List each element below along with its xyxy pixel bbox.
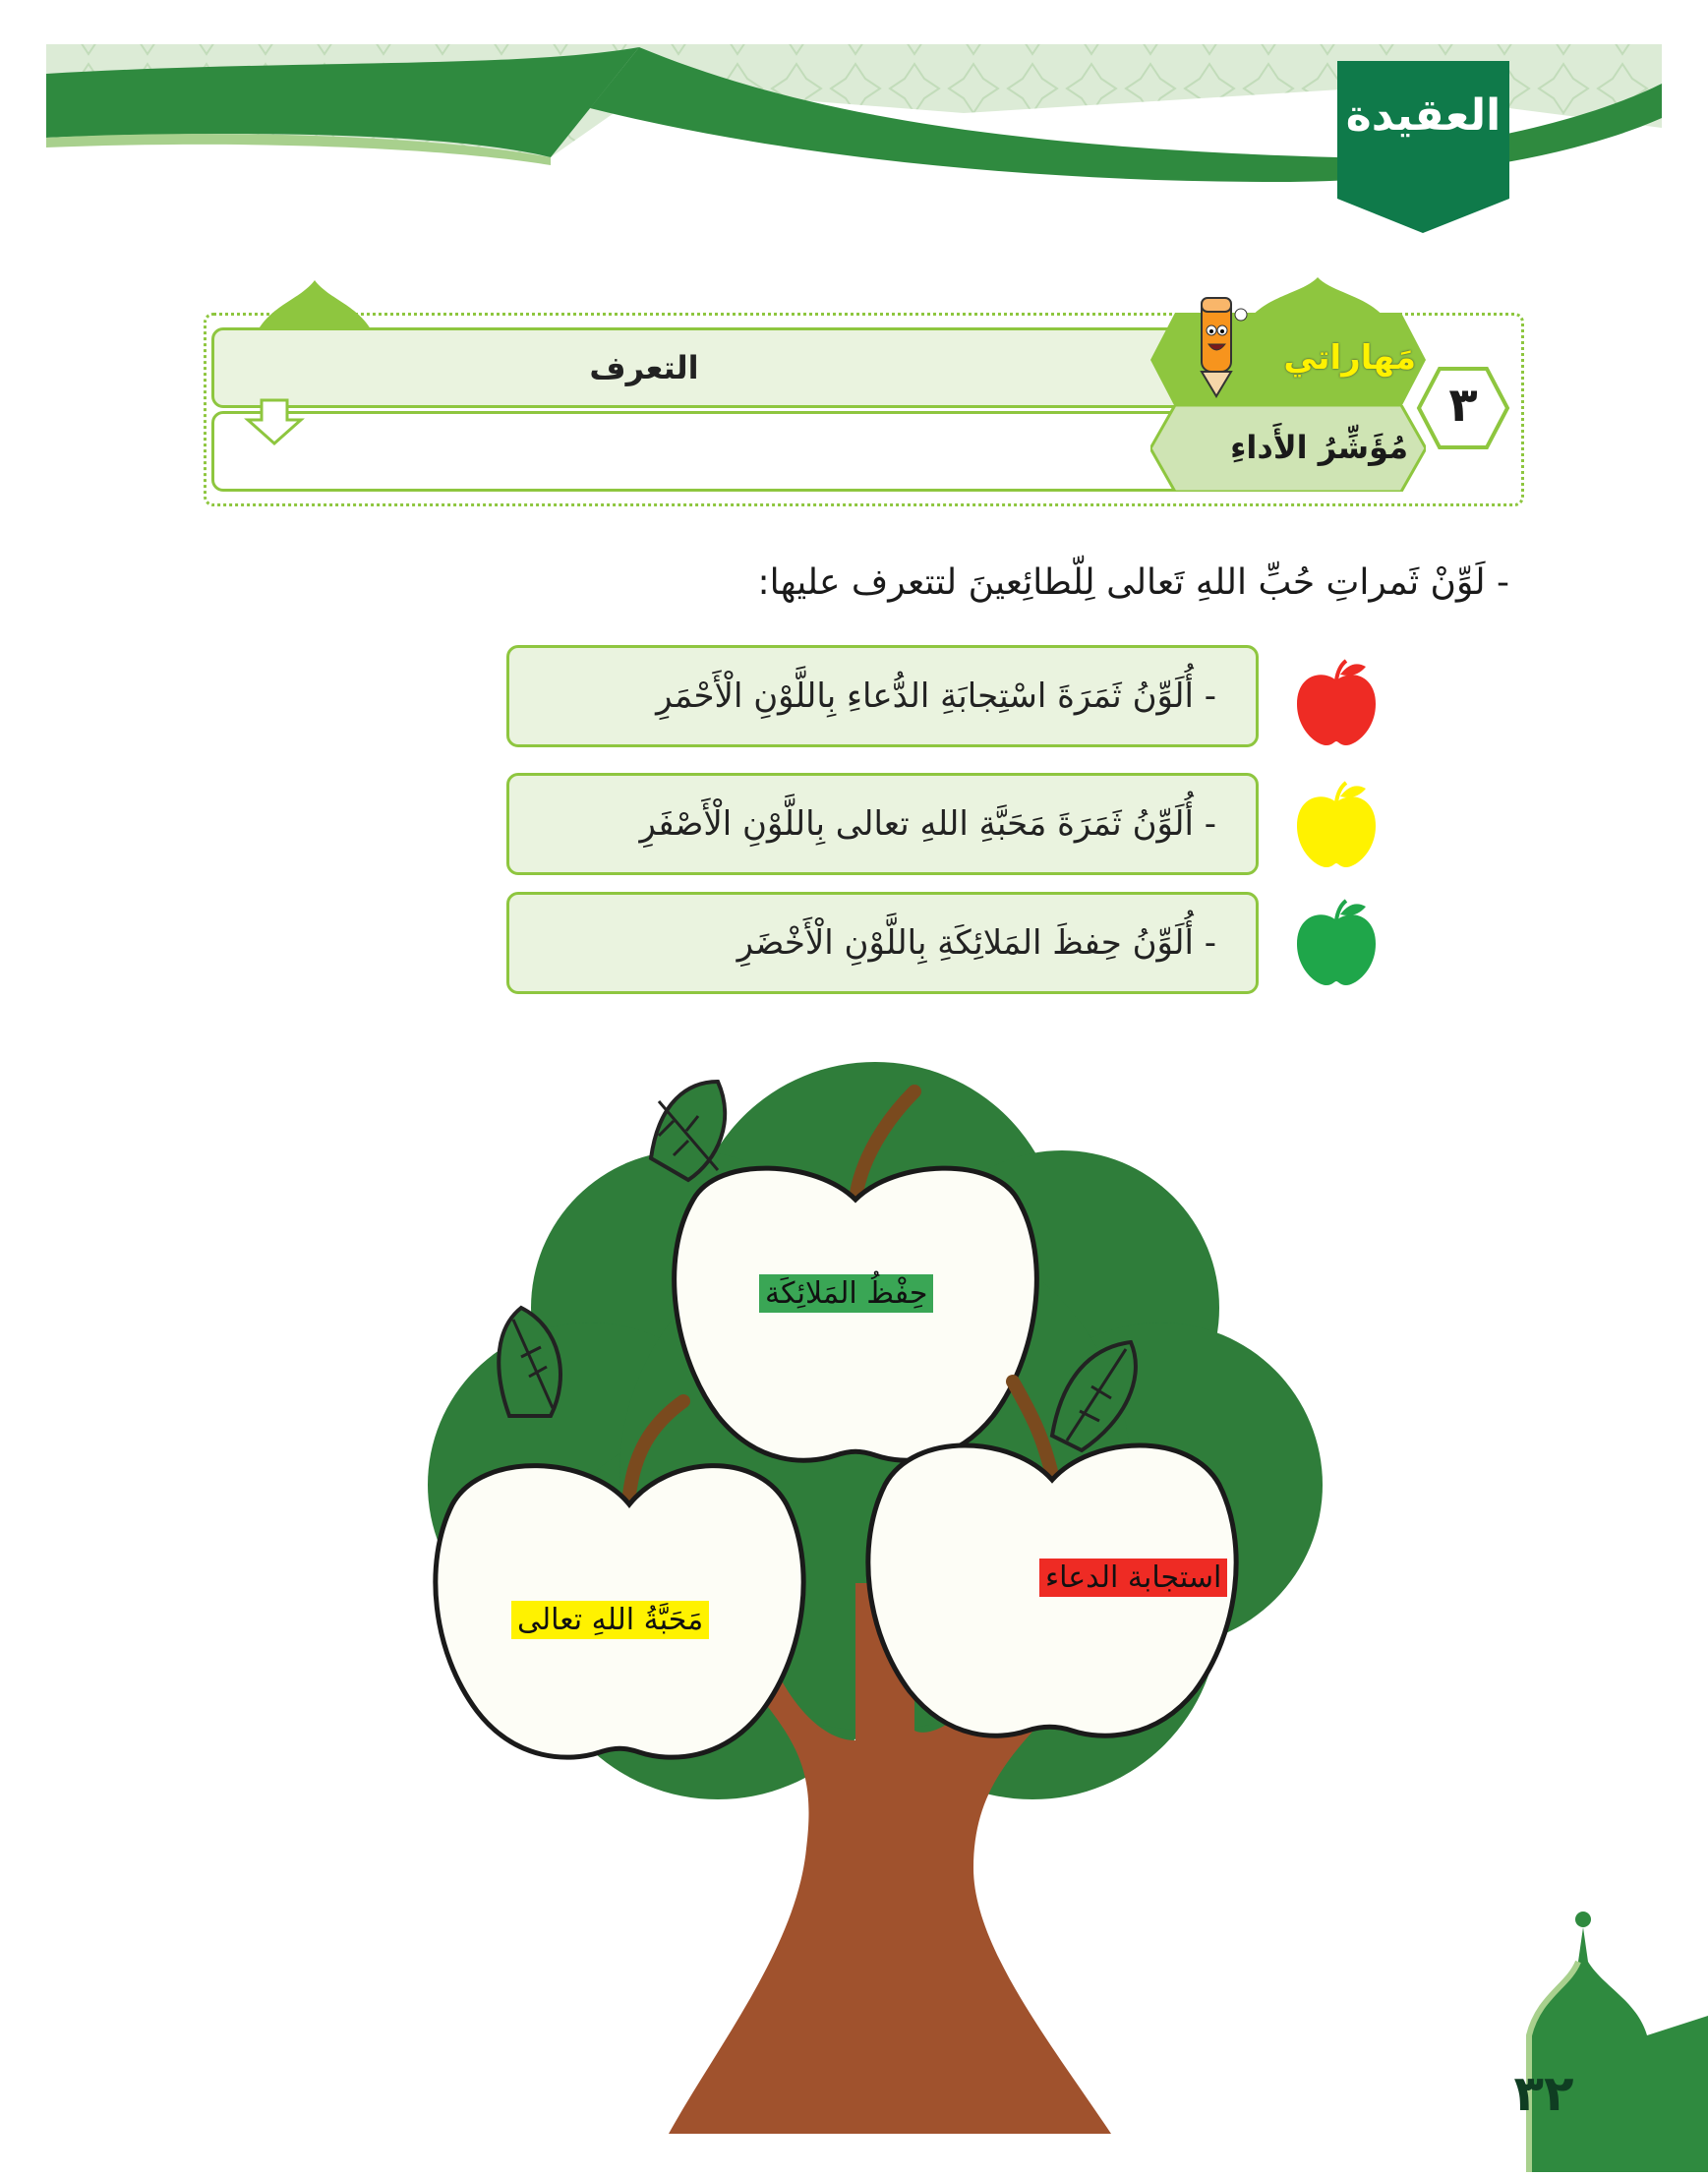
row-1 bbox=[506, 645, 1259, 747]
label-angels-protection: حِفْظُ المَلائِكَة bbox=[759, 1274, 933, 1313]
activity-number-badge bbox=[1416, 366, 1510, 450]
banner-dome-right bbox=[1244, 275, 1391, 320]
subject-tab bbox=[1337, 61, 1509, 233]
row-2 bbox=[506, 773, 1259, 875]
row-3 bbox=[506, 892, 1259, 994]
footer-dome-decoration bbox=[1441, 1888, 1708, 2172]
instruction-text: - لَوِّنْ ثَمراتِ حُبِّ اللهِ تَعالى لِلّطائِعينَ لتتعرف عليها: bbox=[757, 562, 1509, 603]
red-apple-icon bbox=[1293, 657, 1380, 747]
pencil-mascot-icon bbox=[1190, 293, 1249, 401]
page-number: ٣٢ bbox=[1513, 2065, 1574, 2122]
indicator-tag-label: مُؤَشِّرُ الأَداءِ bbox=[1230, 429, 1408, 466]
down-arrow-icon bbox=[244, 398, 305, 447]
row-1-text: - أُلَوِّنُ ثَمَرَةَ اسْتِجابَةِ الدُّعاءِ بِاللَّوْنِ الْأَحْمَرِ bbox=[656, 677, 1216, 716]
indicator-tag bbox=[1150, 405, 1426, 492]
indicator-bar bbox=[211, 411, 1195, 492]
indicator-text bbox=[214, 414, 1074, 489]
row-3-text: - أُلَوِّنُ حِفظَ المَلائِكَةِ بِاللَّوْنِ الْأَخْضَرِ bbox=[736, 923, 1216, 963]
skill-bar bbox=[211, 327, 1195, 408]
green-apple-icon bbox=[1293, 897, 1380, 987]
subject-title: العقيدة bbox=[1345, 90, 1502, 141]
label-love-of-allah: مَحَبَّةُ اللهِ تعالى bbox=[511, 1601, 709, 1639]
yellow-apple-icon bbox=[1293, 779, 1380, 869]
banner-dome-left bbox=[251, 275, 379, 334]
label-answered-prayer: استجابة الدعاء bbox=[1039, 1559, 1227, 1597]
skill-text: التعرف bbox=[589, 349, 699, 386]
activity-number: ٣ bbox=[1448, 378, 1478, 433]
row-2-text: - أُلَوِّنُ ثَمَرَةَ مَحَبَّةِ اللهِ تعالى بِاللَّوْنِ الْأَصْفَرِ bbox=[639, 804, 1216, 844]
skills-tag-label: مَهاراتي bbox=[1283, 338, 1416, 378]
